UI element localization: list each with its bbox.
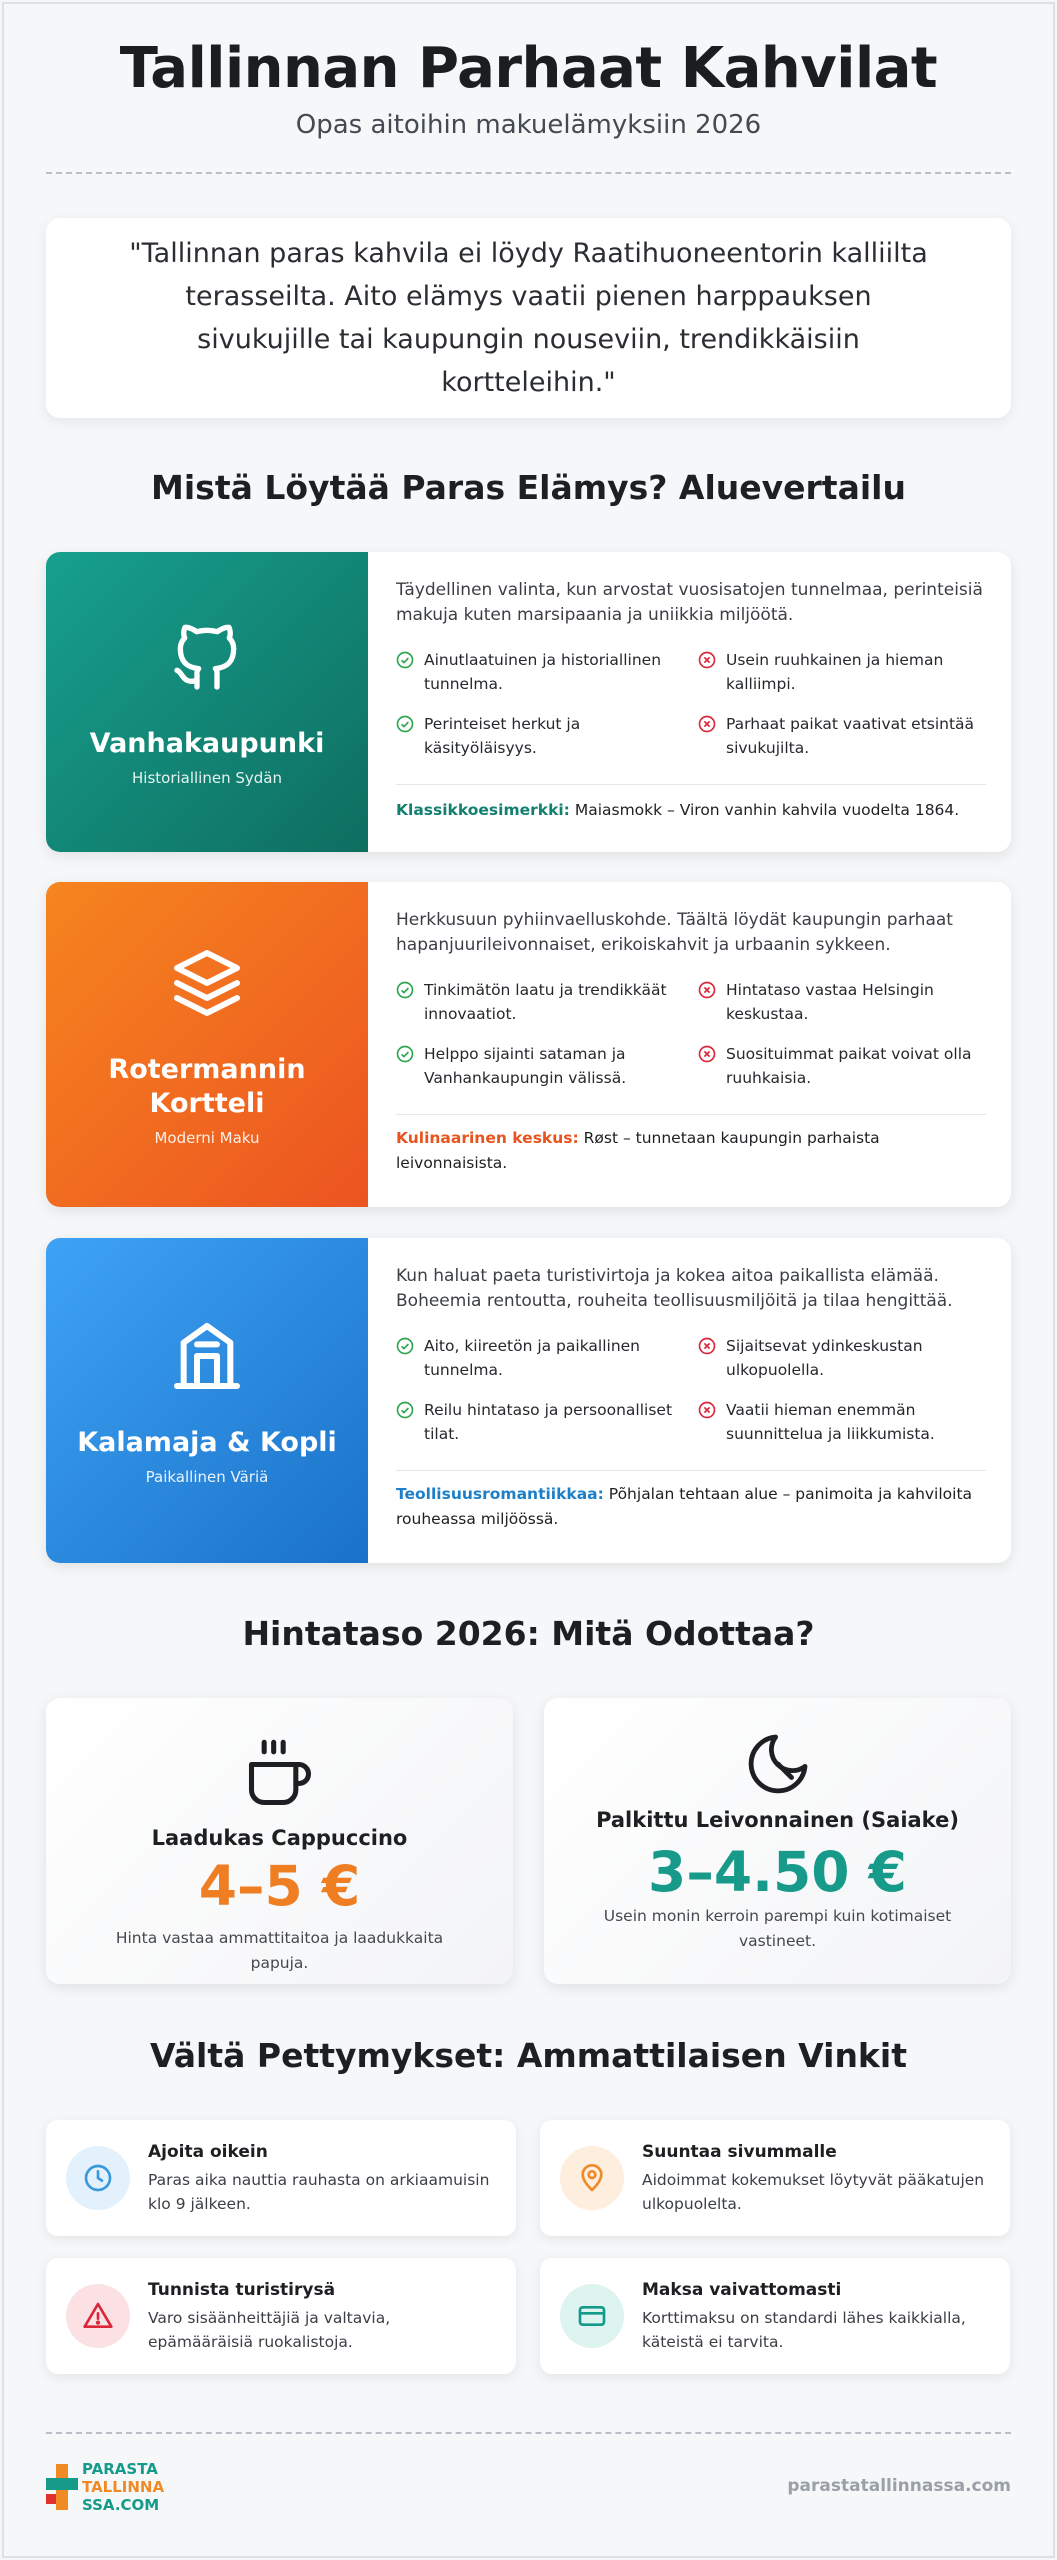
price-note: Usein monin kerroin parempi kuin kotimaiset vastineet. [603,1907,952,1950]
header-divider [46,172,1011,174]
tip-icon-circle [560,2146,624,2210]
area-tag: Paikallinen Väriä [145,1467,269,1486]
tip-icon-circle [66,2146,130,2210]
logo-text: PARASTA TALLINNA SSA.COM [82,2460,165,2514]
page-subtitle: Opas aitoihin makuelämyksiin 2026 [295,110,762,140]
area-divider [396,784,986,785]
pro-item: Ainutlaatuinen ja historiallinen tunnelma. [396,648,686,696]
pro-item: Aito, kiireetön ja paikallinen tunnelma. [396,1334,686,1382]
layers-icon [167,943,247,1023]
github-cat-icon [167,617,247,697]
area-details [396,552,986,852]
area-details [396,882,986,1207]
area-example [396,798,986,823]
footer-divider [46,2432,1011,2434]
price-value: 4–5 € [198,1854,361,1918]
pro-item: Perinteiset herkut ja käsityöläisyys. [396,712,686,760]
tip-icon-circle [66,2284,130,2348]
clock-icon [82,2162,114,2194]
con-item: Parhaat paikat vaativat etsintää sivukujilta. [698,712,988,760]
tip-text: Paras aika nauttia rauhasta on arkiaamuisin klo 9 jälkeen. [148,2171,490,2213]
tip-icon-circle [560,2284,624,2348]
area-card-kalamaja [46,1238,1011,1563]
price-name: Palkittu Leivonnainen (Saiake) [596,1808,959,1832]
x-circle-icon [698,1337,716,1355]
page-title: Tallinnan Parhaat Kahvilat [119,36,938,101]
tip-text: Aidoimmat kokemukset löytyvät pääkatujen ulkopuolelta. [642,2171,985,2213]
map-pin-icon [576,2162,608,2194]
example-text: Põhjalan tehtaan alue – panimoita ja kahviloita rouheassa miljöössä. [396,1485,973,1528]
area-banner [46,552,368,852]
area-name: Kalamaja & Kopli [77,1426,337,1458]
quote-card [46,218,1011,418]
area-banner [46,882,368,1207]
area-example [396,1482,986,1532]
area-name: Vanhakaupunki [89,728,325,759]
check-circle-icon [396,651,414,669]
area-banner [46,1238,368,1563]
site-logo[interactable] [46,2458,196,2518]
x-circle-icon [698,651,716,669]
price-card-pastry [544,1698,1011,1984]
area-divider [396,1470,986,1471]
check-circle-icon [396,1401,414,1419]
pastry-icon [742,1728,814,1800]
tip-text: Varo sisäänheittäjiä ja valtavia, epämääräisiä ruokalistoja. [148,2309,391,2351]
area-tag: Historiallinen Sydän [132,769,282,787]
tip-card [540,2258,1010,2374]
area-card-vanhakaupunki [46,552,1011,852]
warning-icon [82,2300,114,2332]
con-item: Suosituimmat paikat voivat olla ruuhkaisia. [698,1042,988,1090]
pro-item: Helppo sijainti sataman ja Vanhankaupungin välissä. [396,1042,686,1090]
tip-title: Maksa vaivattomasti [642,2280,842,2300]
con-item: Sijaitsevat ydinkeskustan ulkopuolella. [698,1334,988,1382]
credit-card-icon [576,2300,608,2332]
example-label: Kulinaarinen keskus: [396,1129,579,1147]
check-circle-icon [396,981,414,999]
area-description: Täydellinen valinta, kun arvostat vuosisatojen tunnelmaa, perinteisiä makuja kuten marsipaania ja uniikkia miljöötä. [396,580,983,625]
area-example [396,1126,986,1176]
area-details [396,1238,986,1563]
area-divider [396,1114,986,1115]
tip-title: Tunnista turistirysä [148,2280,336,2300]
price-name: Laadukas Cappuccino [151,1826,408,1850]
tip-text: Korttimaksu on standardi lähes kaikkialla, käteistä ei tarvita. [642,2309,966,2351]
tip-card [540,2120,1010,2236]
area-name: Rotermannin Kortteli [108,1053,306,1119]
area-description: Herkkusuun pyhiinvaelluskohde. Täältä löydät kaupungin parhaat hapanjuurileivonnaiset, erikoiskahvit ja urbaanin sykkeen. [396,910,953,955]
pro-item: Reilu hintataso ja persoonalliset tilat. [396,1398,686,1446]
price-value: 3–4.50 € [648,1840,907,1904]
con-item: Usein ruuhkainen ja hieman kalliimpi. [698,648,988,696]
x-circle-icon [698,715,716,733]
pro-item: Tinkimätön laatu ja trendikkäät innovaatiot. [396,978,686,1026]
building-icon [167,1316,247,1396]
check-circle-icon [396,715,414,733]
check-circle-icon [396,1337,414,1355]
example-text: Maiasmokk – Viron vanhin kahvila vuodelta 1864. [574,801,960,819]
tip-card [46,2258,516,2374]
logo-cross-icon [46,2464,78,2510]
x-circle-icon [698,1401,716,1419]
tips-section-title: Vältä Pettymykset: Ammattilaisen Vinkit [150,2036,907,2075]
example-label: Klassikkoesimerkki: [396,801,570,819]
con-item: Vaatii hieman enemmän suunnittelua ja liikkumista. [698,1398,988,1446]
con-item: Hintataso vastaa Helsingin keskustaa. [698,978,988,1026]
coffee-cup-icon [242,1736,318,1812]
example-text: Røst – tunnetaan kaupungin parhaista leivonnaisista. [396,1129,880,1172]
areas-section-title: Mistä Löytää Paras Elämys? Aluevertailu [151,468,906,507]
price-note: Hinta vastaa ammattitaitoa ja laadukkaita papuja. [115,1929,444,1972]
area-card-rotermann [46,882,1011,1207]
tip-title: Suuntaa sivummalle [642,2142,837,2162]
tip-title: Ajoita oikein [148,2142,268,2162]
area-tag: Moderni Maku [154,1128,260,1147]
tip-card [46,2120,516,2236]
x-circle-icon [698,981,716,999]
price-section-title: Hintataso 2026: Mitä Odottaa? [242,1614,815,1653]
price-card-cappuccino [46,1698,513,1984]
example-label: Teollisuusromantiikkaa: [396,1485,604,1503]
x-circle-icon [698,1045,716,1063]
quote-text: "Tallinnan paras kahvila ei löydy Raatihuoneentorin kalliilta terasseilta. Aito elämys vaatii pienen harppauksen sivukujille tai kaupungin nouseviin, trendikkäisiin kortteleihin." [129,238,928,398]
check-circle-icon [396,1045,414,1063]
area-description: Kun haluat paeta turistivirtoja ja kokea aitoa paikallista elämää. Boheemia rentoutta, rouheita teollisuusmiljöitä ja tilaa hengittää. [396,1266,953,1311]
site-url[interactable]: parastatallinnassa.com [787,2476,1011,2496]
